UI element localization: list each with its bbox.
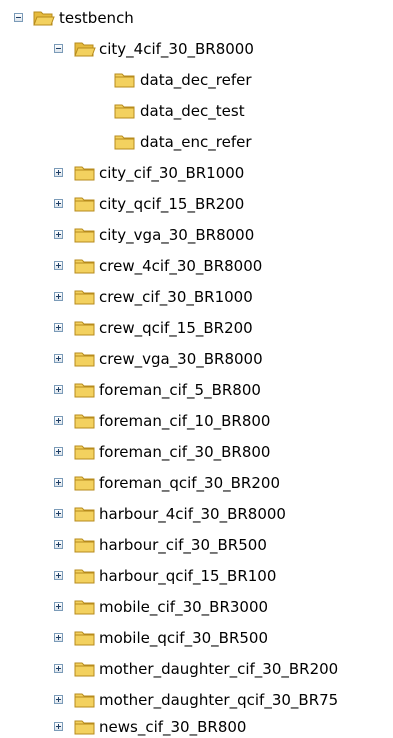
tree-node-mother-daughter-cif-30-br200[interactable] — [0, 658, 393, 680]
expand-toggle-icon[interactable] — [54, 323, 63, 332]
tree-node-label: crew_cif_30_BR1000 — [99, 288, 253, 306]
tree-node-label: mother_daughter_cif_30_BR200 — [99, 660, 339, 678]
folder-icon — [114, 102, 136, 120]
tree-node-label: mother_daughter_qcif_30_BR75 — [99, 691, 339, 709]
tree-node-city-qcif-15-br200[interactable] — [0, 193, 393, 215]
tree-node-label: harbour_4cif_30_BR8000 — [99, 505, 286, 523]
expand-toggle-icon[interactable] — [54, 509, 63, 518]
tree-node-mobile-qcif-30-br500[interactable] — [0, 627, 393, 649]
tree-node-label: city_qcif_15_BR200 — [99, 195, 245, 213]
tree-node-label: data_dec_refer — [140, 71, 252, 89]
expand-toggle-icon[interactable] — [54, 230, 63, 239]
tree-node-label: news_cif_30_BR800 — [99, 718, 247, 736]
collapse-toggle-icon[interactable] — [14, 13, 23, 22]
tree-node-crew-cif-30-br1000[interactable] — [0, 286, 393, 308]
tree-node-label: city_4cif_30_BR8000 — [99, 40, 254, 58]
folder-icon — [74, 164, 96, 182]
tree-node-label: harbour_cif_30_BR500 — [99, 536, 267, 554]
folder-icon — [74, 536, 96, 554]
tree-node-city-4cif-30-br8000[interactable] — [0, 38, 393, 60]
expand-toggle-icon[interactable] — [54, 478, 63, 487]
folder-icon — [74, 257, 96, 275]
folder-open-icon — [33, 9, 55, 27]
tree-node-label: crew_vga_30_BR8000 — [99, 350, 263, 368]
folder-icon — [74, 629, 96, 647]
tree-node-harbour-cif-30-br500[interactable] — [0, 534, 393, 556]
tree-node-label: mobile_qcif_30_BR500 — [99, 629, 269, 647]
tree-node-city-cif-30-br1000[interactable] — [0, 162, 393, 184]
tree-node-label: city_vga_30_BR8000 — [99, 226, 255, 244]
tree-node-testbench[interactable] — [0, 7, 393, 29]
tree-node-foreman-cif-5-br800[interactable] — [0, 379, 393, 401]
tree-node-harbour-qcif-15-br100[interactable] — [0, 565, 393, 587]
tree-node-crew-qcif-15-br200[interactable] — [0, 317, 393, 339]
expand-toggle-icon[interactable] — [54, 354, 63, 363]
folder-icon — [74, 319, 96, 337]
tree-node-label: data_dec_test — [140, 102, 245, 120]
tree-node-data-dec-refer[interactable] — [0, 69, 393, 91]
expand-toggle-icon[interactable] — [54, 602, 63, 611]
tree-node-data-dec-test[interactable] — [0, 100, 393, 122]
tree-node-mother-daughter-qcif-30-br75[interactable] — [0, 689, 393, 711]
tree-node-label: data_enc_refer — [140, 133, 252, 151]
folder-open-icon — [74, 40, 96, 58]
tree-node-label: foreman_qcif_30_BR200 — [99, 474, 280, 492]
collapse-toggle-icon[interactable] — [54, 44, 63, 53]
expand-toggle-icon[interactable] — [54, 540, 63, 549]
folder-icon — [74, 660, 96, 678]
expand-toggle-icon[interactable] — [54, 447, 63, 456]
expand-toggle-icon[interactable] — [54, 199, 63, 208]
tree-node-label: foreman_cif_5_BR800 — [99, 381, 261, 399]
tree-node-crew-vga-30-br8000[interactable] — [0, 348, 393, 370]
tree-node-harbour-4cif-30-br8000[interactable] — [0, 503, 393, 525]
folder-icon — [74, 718, 96, 736]
expand-toggle-icon[interactable] — [54, 664, 63, 673]
folder-icon — [114, 133, 136, 151]
folder-icon — [74, 412, 96, 430]
folder-icon — [74, 195, 96, 213]
folder-icon — [74, 567, 96, 585]
folder-icon — [74, 443, 96, 461]
tree-node-mobile-cif-30-br3000[interactable] — [0, 596, 393, 618]
folder-icon — [74, 474, 96, 492]
tree-node-city-vga-30-br8000[interactable] — [0, 224, 393, 246]
expand-toggle-icon[interactable] — [54, 695, 63, 704]
tree-node-news-cif-30-br800[interactable] — [0, 716, 393, 738]
folder-icon — [74, 691, 96, 709]
expand-toggle-icon[interactable] — [54, 571, 63, 580]
tree-node-label: city_cif_30_BR1000 — [99, 164, 245, 182]
expand-toggle-icon[interactable] — [54, 292, 63, 301]
tree-node-label: mobile_cif_30_BR3000 — [99, 598, 269, 616]
tree-node-label: foreman_cif_10_BR800 — [99, 412, 271, 430]
tree-node-crew-4cif-30-br8000[interactable] — [0, 255, 393, 277]
folder-icon — [74, 350, 96, 368]
tree-node-foreman-qcif-30-br200[interactable] — [0, 472, 393, 494]
tree-node-label: foreman_cif_30_BR800 — [99, 443, 271, 461]
folder-icon — [74, 505, 96, 523]
tree-node-foreman-cif-30-br800[interactable] — [0, 441, 393, 463]
tree-node-label: testbench — [59, 9, 134, 27]
expand-toggle-icon[interactable] — [54, 261, 63, 270]
tree-node-data-enc-refer[interactable] — [0, 131, 393, 153]
expand-toggle-icon[interactable] — [54, 722, 63, 731]
tree-node-label: crew_qcif_15_BR200 — [99, 319, 253, 337]
folder-icon — [114, 71, 136, 89]
tree-node-label: crew_4cif_30_BR8000 — [99, 257, 263, 275]
folder-icon — [74, 381, 96, 399]
tree-node-label: harbour_qcif_15_BR100 — [99, 567, 277, 585]
expand-toggle-icon[interactable] — [54, 633, 63, 642]
expand-toggle-icon[interactable] — [54, 168, 63, 177]
tree-node-foreman-cif-10-br800[interactable] — [0, 410, 393, 432]
folder-icon — [74, 226, 96, 244]
folder-icon — [74, 288, 96, 306]
expand-toggle-icon[interactable] — [54, 385, 63, 394]
expand-toggle-icon[interactable] — [54, 416, 63, 425]
folder-icon — [74, 598, 96, 616]
